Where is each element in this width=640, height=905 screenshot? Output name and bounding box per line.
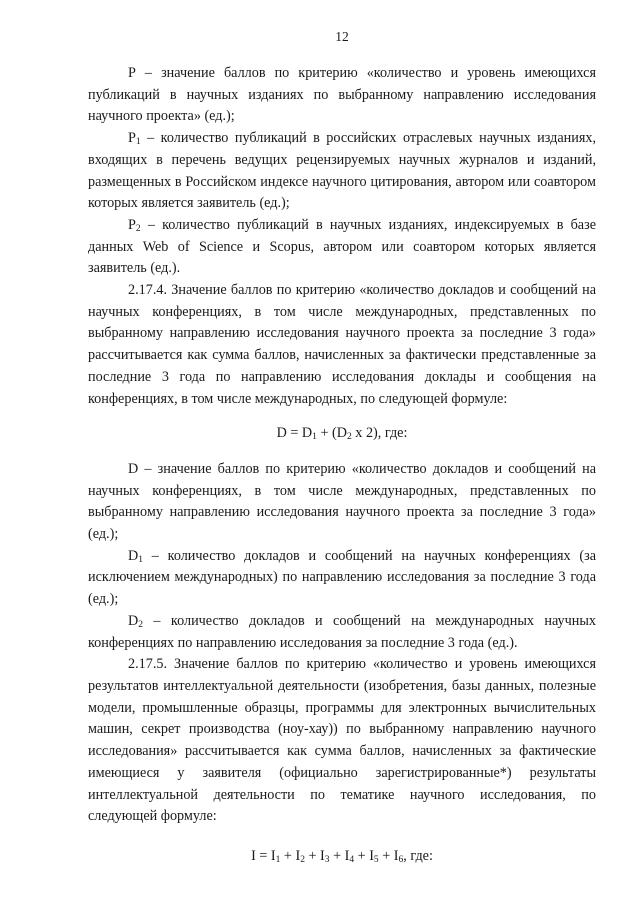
paragraph-d-definition [88,459,596,546]
document-page [88,28,596,882]
paragraph-p-definition [88,63,596,128]
paragraph-text: – количество докладов и сообщений на научных конференциях (за исключением международных) по направлению исследования за последние 3 года (ед.); [88,547,596,608]
symbol: P [128,130,136,147]
subscript: 1 [138,554,143,565]
paragraph-2-17-4 [88,280,596,410]
paragraph-d1-definition [88,546,596,611]
page-number: 12 [335,29,349,44]
symbol: D [128,612,139,629]
paragraph-p1-definition [88,128,596,215]
symbol: D [128,460,139,477]
formula-d: $D = D_1 + (D_2$ x 2), где: [276,425,408,443]
paragraph-p2-definition [88,215,596,280]
formula-i: $I = I_1 + I_2 + I_3 + I_4 + I_5 + I_6$, где: [251,847,433,865]
symbol: P [128,65,136,81]
symbol: D [128,547,139,564]
paragraph-text: 2.17.4. Значение баллов по критерию «количество докладов и сообщений на научных конференциях, в том числе международных, представленных по выбранному направлению исследования научного проекта за последние 3 года» рассчитывается как сумма баллов, начисленных за фактически представленные за последние 3 года по направлению исследования доклады и сообщения на конференциях, в том числе международных, по следующей формуле: [88,282,596,407]
paragraph-text: – значение баллов по критерию «количество докладов и сообщений на научных конференциях, в том числе международных, представленных по выбранному направлению исследования научного проекта за последние 3 года» (ед.); [88,460,596,543]
paragraph-text: – количество публикаций в российских отраслевых научных изданиях, входящих в перечень ведущих рецензируемых научных журналов и изданий, размещенных в Российском индексе научного цитирования, автором или соавтором которых является заявитель (ед.); [88,130,596,212]
subscript: 2 [135,223,141,234]
paragraph-2-17-5 [88,654,596,828]
symbol: P [128,216,136,233]
paragraph-text: – значение баллов по критерию «количество и уровень имеющихся публикаций в научных изданиях по выбранному направлению исследования научного проекта» (ед.); [88,65,596,125]
subscript: 1 [135,137,141,148]
paragraph-text: – количество докладов и сообщений на международных научных конференциях по направлению исследования за последние 3 года (ед.). [88,612,596,651]
paragraph-text: – количество публикаций в научных изданиях, индексируемых в базе данных Web of Science и Scopus, автором или соавтором которых является заявитель (ед.). [88,216,596,277]
paragraph-text: 2.17.5. Значение баллов по критерию «количество и уровень имеющихся результатов интеллектуальной деятельности (изобретения, базы данных, полезные модели, промышленные образцы, программы для электронных вычислительных машин, секрет производства (ноу-хау)) по выбранному направлению научного исследования» рассчитывается как сумма баллов, начисленных за фактические имеющиеся у заявителя (официально зарегистрированные*) результаты интеллектуальной деятельности по тематике научного исследования, по следующей формуле: [88,656,596,825]
subscript: 2 [138,619,143,630]
paragraph-d2-definition [88,611,596,654]
